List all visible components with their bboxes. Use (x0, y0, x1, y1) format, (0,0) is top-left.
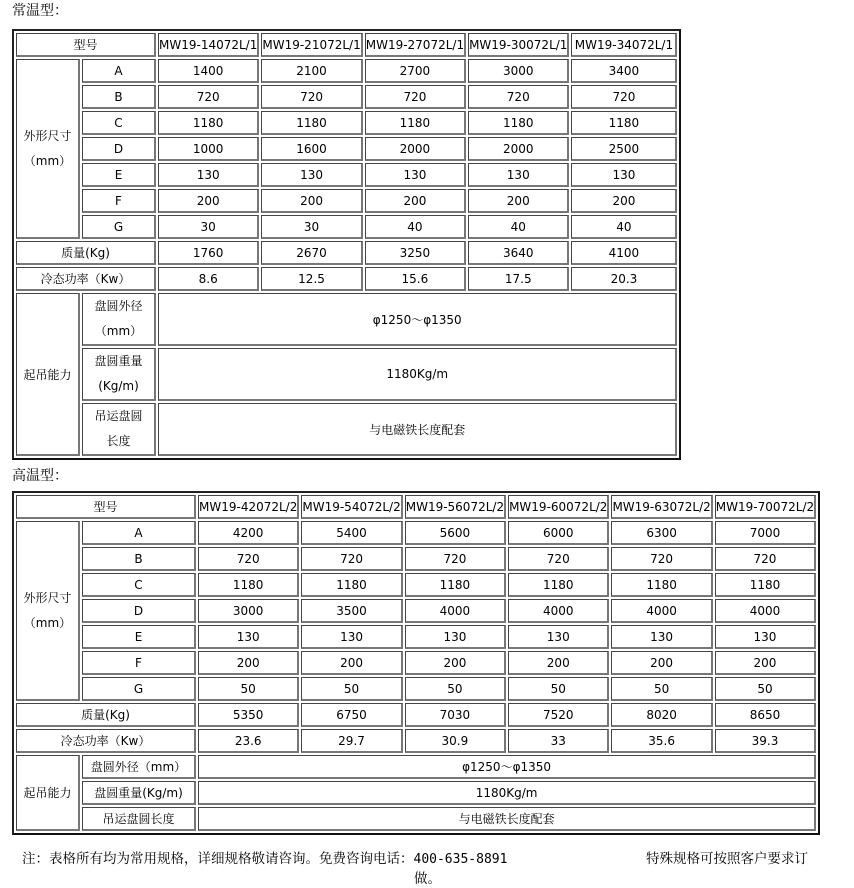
dimension-value: 200 (405, 651, 506, 675)
dimension-value: 720 (611, 547, 712, 571)
dimension-value: 1180 (715, 573, 816, 597)
table-row (16, 293, 677, 346)
power-value: 23.6 (198, 729, 299, 753)
table-row (16, 241, 677, 265)
dimension-value: 50 (405, 677, 506, 701)
power-label: 冷态功率（Kw） (16, 729, 196, 753)
dimension-value: 3000 (198, 599, 299, 623)
dimension-label: G (82, 215, 156, 239)
dimension-value: 4000 (715, 599, 816, 623)
dimension-value: 50 (198, 677, 299, 701)
mass-value: 2670 (261, 241, 362, 265)
dimension-value: 50 (715, 677, 816, 701)
dimension-value: 200 (261, 189, 362, 213)
dimension-value: 2000 (365, 137, 466, 161)
normal-section-title: 常温型： (12, 3, 68, 19)
dimension-value: 40 (468, 215, 569, 239)
table-row (16, 729, 816, 753)
dimension-value: 2000 (468, 137, 569, 161)
dimension-value: 200 (611, 651, 712, 675)
dimension-value: 30 (261, 215, 362, 239)
lift-label: 吊运盘圆长度 (82, 403, 156, 456)
power-value: 29.7 (301, 729, 402, 753)
table-header-row (16, 495, 816, 519)
dimension-value: 4000 (405, 599, 506, 623)
table-row (16, 651, 816, 675)
dimension-label: D (82, 137, 156, 161)
table-row (16, 189, 677, 213)
model-name: MW19-30072L/1 (468, 33, 569, 57)
dimension-value: 200 (158, 189, 259, 213)
lift-value: 与电磁铁长度配套 (198, 807, 816, 831)
dimension-value: 3500 (301, 599, 402, 623)
dimension-value: 4200 (198, 521, 299, 545)
table-row (16, 625, 816, 649)
power-value: 39.3 (715, 729, 816, 753)
dimension-value: 720 (405, 547, 506, 571)
power-value: 33 (508, 729, 609, 753)
dimension-value: 1180 (301, 573, 402, 597)
dimension-value: 130 (611, 625, 712, 649)
table-row (16, 781, 816, 805)
dimension-value: 130 (158, 163, 259, 187)
power-value: 20.3 (571, 267, 677, 291)
mass-value: 7520 (508, 703, 609, 727)
dimension-value: 720 (158, 85, 259, 109)
power-value: 8.6 (158, 267, 259, 291)
dimension-label: C (82, 111, 156, 135)
dimension-label: D (82, 599, 196, 623)
model-label: 型号 (16, 33, 156, 57)
table-row (16, 547, 816, 571)
dimension-value: 130 (508, 625, 609, 649)
mass-value: 7030 (405, 703, 506, 727)
dimension-value: 130 (301, 625, 402, 649)
dimension-value: 1180 (261, 111, 362, 135)
dimension-value: 5600 (405, 521, 506, 545)
high-section-title: 高温型： (12, 468, 68, 484)
dimension-value: 2700 (365, 59, 466, 83)
table-row (16, 807, 816, 831)
footnote (22, 850, 507, 869)
dimension-value: 6300 (611, 521, 712, 545)
dimension-value: 720 (468, 85, 569, 109)
dimension-value: 720 (261, 85, 362, 109)
dimension-value: 720 (198, 547, 299, 571)
table-row (16, 703, 816, 727)
table-row (16, 521, 816, 545)
dimension-value: 130 (468, 163, 569, 187)
dimension-value: 130 (198, 625, 299, 649)
table-row (16, 163, 677, 187)
model-name: MW19-42072L/2 (198, 495, 299, 519)
dimension-value: 1000 (158, 137, 259, 161)
model-label: 型号 (16, 495, 196, 519)
dimension-value: 1180 (611, 573, 712, 597)
mass-value: 1760 (158, 241, 259, 265)
dimension-value: 200 (715, 651, 816, 675)
table-header-row (16, 33, 677, 57)
table-row (16, 599, 816, 623)
table-row (16, 85, 677, 109)
table-row (16, 755, 816, 779)
dimension-value: 3400 (571, 59, 677, 83)
footnote-text: 注：表格所有均为常用规格，详细规格敬请咨询。免费咨询电话： (22, 851, 414, 867)
power-value: 35.6 (611, 729, 712, 753)
dimension-label: E (82, 163, 156, 187)
table-row (16, 573, 816, 597)
table-row (16, 137, 677, 161)
dimension-value: 720 (715, 547, 816, 571)
model-name: MW19-21072L/1 (261, 33, 362, 57)
lift-value: 与电磁铁长度配套 (158, 403, 677, 456)
dimension-value: 1600 (261, 137, 362, 161)
dimension-value: 720 (365, 85, 466, 109)
dimension-value: 50 (301, 677, 402, 701)
dimension-value: 2100 (261, 59, 362, 83)
dimension-label: B (82, 85, 156, 109)
dimension-value: 130 (571, 163, 677, 187)
model-name: MW19-60072L/2 (508, 495, 609, 519)
dimension-value: 200 (508, 651, 609, 675)
dimension-value: 200 (571, 189, 677, 213)
table-row (16, 215, 677, 239)
mass-label: 质量(Kg) (16, 241, 156, 265)
phone-number: 400-635-8891 (413, 852, 508, 867)
dimension-value: 720 (571, 85, 677, 109)
power-value: 30.9 (405, 729, 506, 753)
table-row (16, 677, 816, 701)
table-row (16, 348, 677, 401)
mass-value: 4100 (571, 241, 677, 265)
dimension-value: 200 (301, 651, 402, 675)
lift-label: 吊运盘圆长度 (82, 807, 196, 831)
dimension-value: 1180 (571, 111, 677, 135)
power-value: 12.5 (261, 267, 362, 291)
power-value: 15.6 (365, 267, 466, 291)
footnote-special: 特殊规格可按照客户要求订 (646, 851, 808, 867)
dimension-value: 50 (508, 677, 609, 701)
dimension-label: C (82, 573, 196, 597)
table-row (16, 267, 677, 291)
dimension-label: G (82, 677, 196, 701)
dimension-value: 130 (715, 625, 816, 649)
dimension-group-label: 外形尺寸（mm） (16, 521, 80, 701)
footnote-special-end: 做。 (414, 871, 441, 887)
model-name: MW19-27072L/1 (365, 33, 466, 57)
dimension-value: 130 (365, 163, 466, 187)
lift-value: φ1250～φ1350 (158, 293, 677, 346)
dimension-value: 1180 (198, 573, 299, 597)
dimension-value: 1180 (405, 573, 506, 597)
lift-label: 盘圆重量(Kg/m) (82, 781, 196, 805)
dimension-label: B (82, 547, 196, 571)
dimension-label: A (82, 59, 156, 83)
dimension-value: 200 (198, 651, 299, 675)
table-row (16, 111, 677, 135)
dimension-value: 6000 (508, 521, 609, 545)
dimension-label: E (82, 625, 196, 649)
mass-value: 8650 (715, 703, 816, 727)
dimension-value: 130 (261, 163, 362, 187)
dimension-value: 1400 (158, 59, 259, 83)
mass-value: 6750 (301, 703, 402, 727)
lift-label: 盘圆重量(Kg/m) (82, 348, 156, 401)
dimension-value: 720 (301, 547, 402, 571)
lift-group-label: 起吊能力 (16, 293, 80, 456)
dimension-value: 130 (405, 625, 506, 649)
dimension-value: 1180 (508, 573, 609, 597)
dimension-value: 200 (468, 189, 569, 213)
model-name: MW19-63072L/2 (611, 495, 712, 519)
lift-label: 盘圆外径（mm） (82, 755, 196, 779)
lift-label: 盘圆外径（mm） (82, 293, 156, 346)
normal-spec-table (12, 29, 681, 460)
dimension-value: 40 (571, 215, 677, 239)
dimension-value: 720 (508, 547, 609, 571)
dimension-value: 2500 (571, 137, 677, 161)
dimension-value: 4000 (508, 599, 609, 623)
lift-value: φ1250～φ1350 (198, 755, 816, 779)
dimension-value: 3000 (468, 59, 569, 83)
dimension-group-label: 外形尺寸（mm） (16, 59, 80, 239)
dimension-value: 40 (365, 215, 466, 239)
mass-label: 质量(Kg) (16, 703, 196, 727)
dimension-value: 5400 (301, 521, 402, 545)
dimension-value: 1180 (468, 111, 569, 135)
lift-value: 1180Kg/m (158, 348, 677, 401)
high-spec-table (12, 491, 820, 835)
dimension-label: F (82, 189, 156, 213)
model-name: MW19-70072L/2 (715, 495, 816, 519)
lift-value: 1180Kg/m (198, 781, 816, 805)
model-name: MW19-56072L/2 (405, 495, 506, 519)
power-value: 17.5 (468, 267, 569, 291)
lift-group-label: 起吊能力 (16, 755, 80, 831)
power-label: 冷态功率（Kw） (16, 267, 156, 291)
mass-value: 5350 (198, 703, 299, 727)
dimension-label: A (82, 521, 196, 545)
model-name: MW19-14072L/1 (158, 33, 259, 57)
dimension-label: F (82, 651, 196, 675)
dimension-value: 7000 (715, 521, 816, 545)
table-row (16, 403, 677, 456)
mass-value: 8020 (611, 703, 712, 727)
mass-value: 3640 (468, 241, 569, 265)
dimension-value: 4000 (611, 599, 712, 623)
dimension-value: 1180 (158, 111, 259, 135)
table-row (16, 59, 677, 83)
dimension-value: 1180 (365, 111, 466, 135)
mass-value: 3250 (365, 241, 466, 265)
dimension-value: 30 (158, 215, 259, 239)
dimension-value: 50 (611, 677, 712, 701)
dimension-value: 200 (365, 189, 466, 213)
model-name: MW19-34072L/1 (571, 33, 677, 57)
model-name: MW19-54072L/2 (301, 495, 402, 519)
